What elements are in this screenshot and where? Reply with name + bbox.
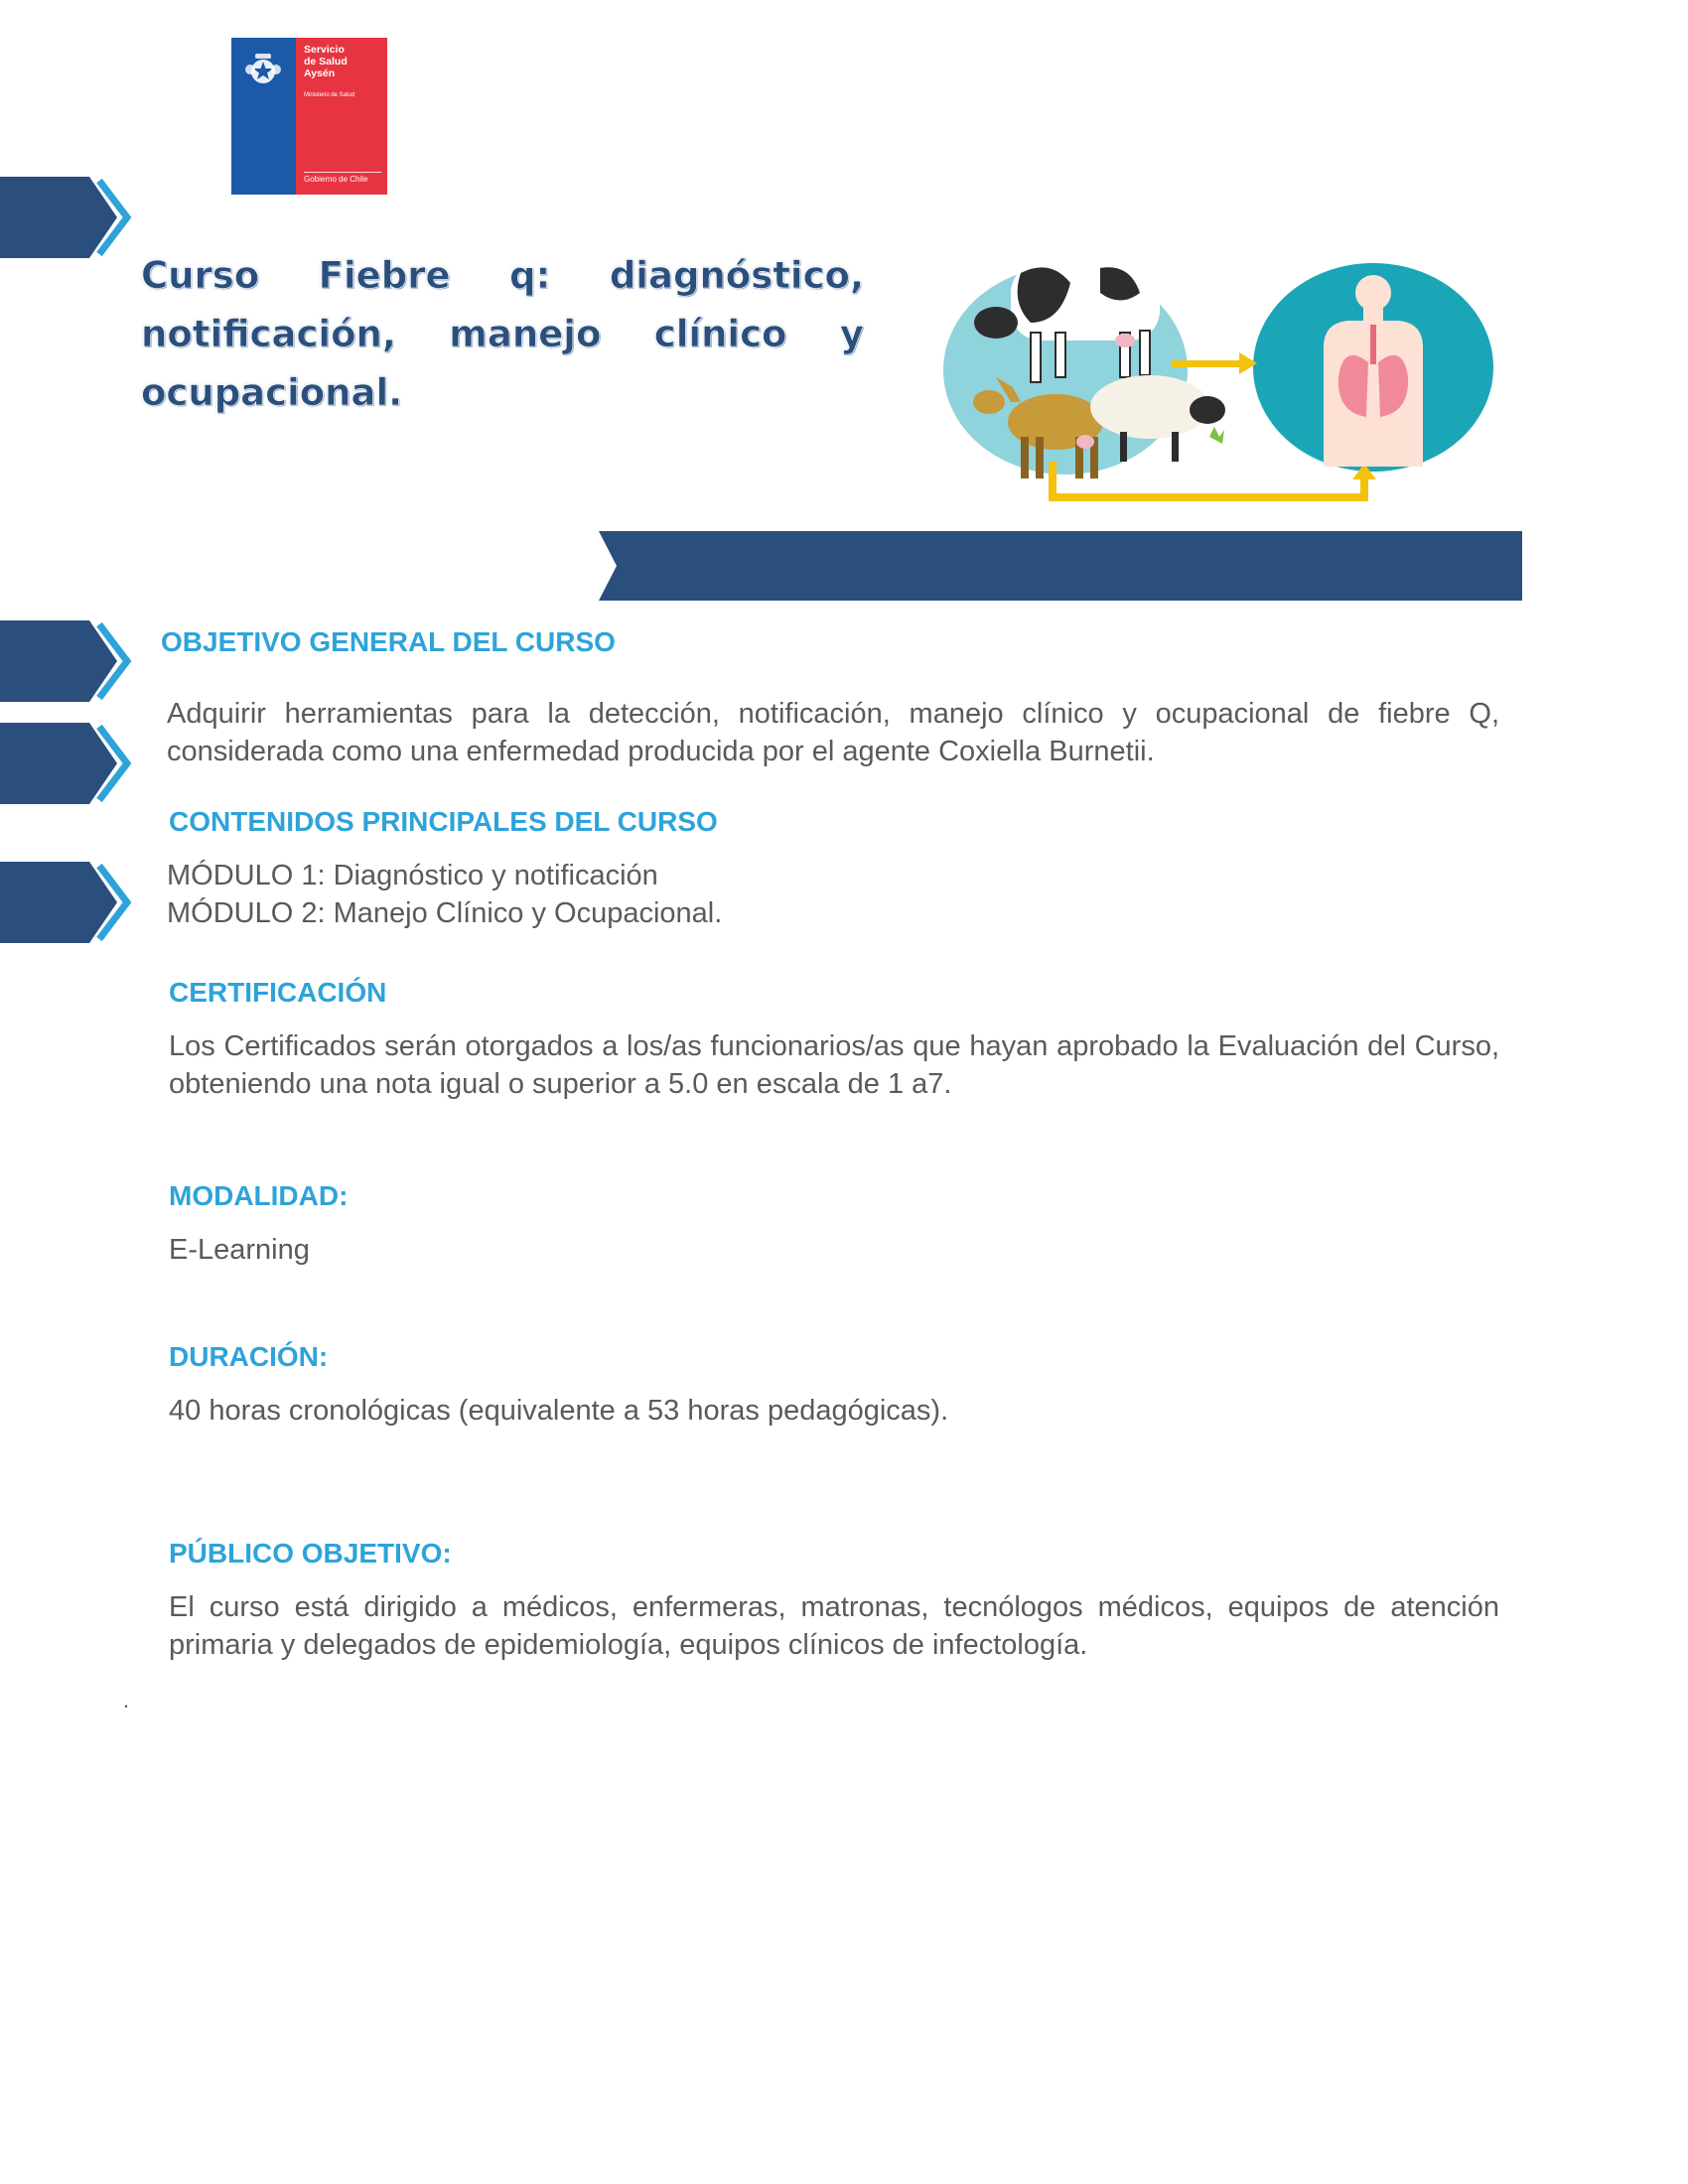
publico-body: El curso está dirigido a médicos, enfermeras, matronas, tecnólogos médicos, equipos de atención primaria y delegados de epidemiología, equipos clínicos de infectología. <box>169 1591 1499 1661</box>
chevron-arrow-icon <box>0 177 139 258</box>
duracion-heading: DURACIÓN: <box>169 1341 329 1372</box>
logo-blue-panel <box>231 38 296 195</box>
logo-red-panel <box>296 38 387 195</box>
logo-footer: Gobierno de Chile <box>304 175 368 184</box>
logo-divider <box>304 172 381 173</box>
chevron-arrow-icon <box>0 620 139 702</box>
objetivo-body: Adquirir herramientas para la detección, notificación, manejo clínico y ocupacional de fiebre Q, considerada como una enfermedad producida por el agente Coxiella Burnetii. <box>167 698 1499 767</box>
title-banner <box>599 531 1522 601</box>
modules-list <box>167 857 1160 932</box>
logo-line-3: Aysén <box>304 68 336 79</box>
objetivo-heading: OBJETIVO GENERAL DEL CURSO <box>161 626 616 657</box>
duracion-body: 40 horas cronológicas (equivalente a 53 horas pedagógicas). <box>169 1395 949 1427</box>
module-item: MÓDULO 1: Diagnóstico y notificación <box>167 860 658 891</box>
chevron-arrow-icon <box>0 862 139 943</box>
modalidad-heading: MODALIDAD: <box>169 1180 349 1211</box>
zoonosis-illustration <box>941 253 1497 506</box>
certificacion-heading: CERTIFICACIÓN <box>169 977 387 1008</box>
page-title: Curso Fiebre q: diagnóstico, notificación, manejo clínico y ocupacional. <box>141 254 864 414</box>
publico-heading: PÚBLICO OBJETIVO: <box>169 1538 452 1569</box>
servicio-salud-logo <box>231 38 387 195</box>
logo-line-1: Servicio <box>304 44 345 56</box>
certificacion-body: Los Certificados serán otorgados a los/as funcionarios/as que hayan aprobado la Evaluación del Curso, obteniendo una nota igual o superior a 5.0 en escala de 1 a7. <box>169 1030 1499 1100</box>
stray-dot: . <box>123 1688 130 1712</box>
coat-of-arms-icon <box>241 48 285 91</box>
logo-line-2: de Salud <box>304 56 348 68</box>
logo-text <box>304 44 348 79</box>
logo-subline: Ministerio de Salud <box>304 92 355 98</box>
chevron-arrow-icon <box>0 723 139 804</box>
contenidos-heading: CONTENIDOS PRINCIPALES DEL CURSO <box>169 806 718 837</box>
module-item: MÓDULO 2: Manejo Clínico y Ocupacional. <box>167 897 723 929</box>
modalidad-body: E-Learning <box>169 1234 310 1266</box>
